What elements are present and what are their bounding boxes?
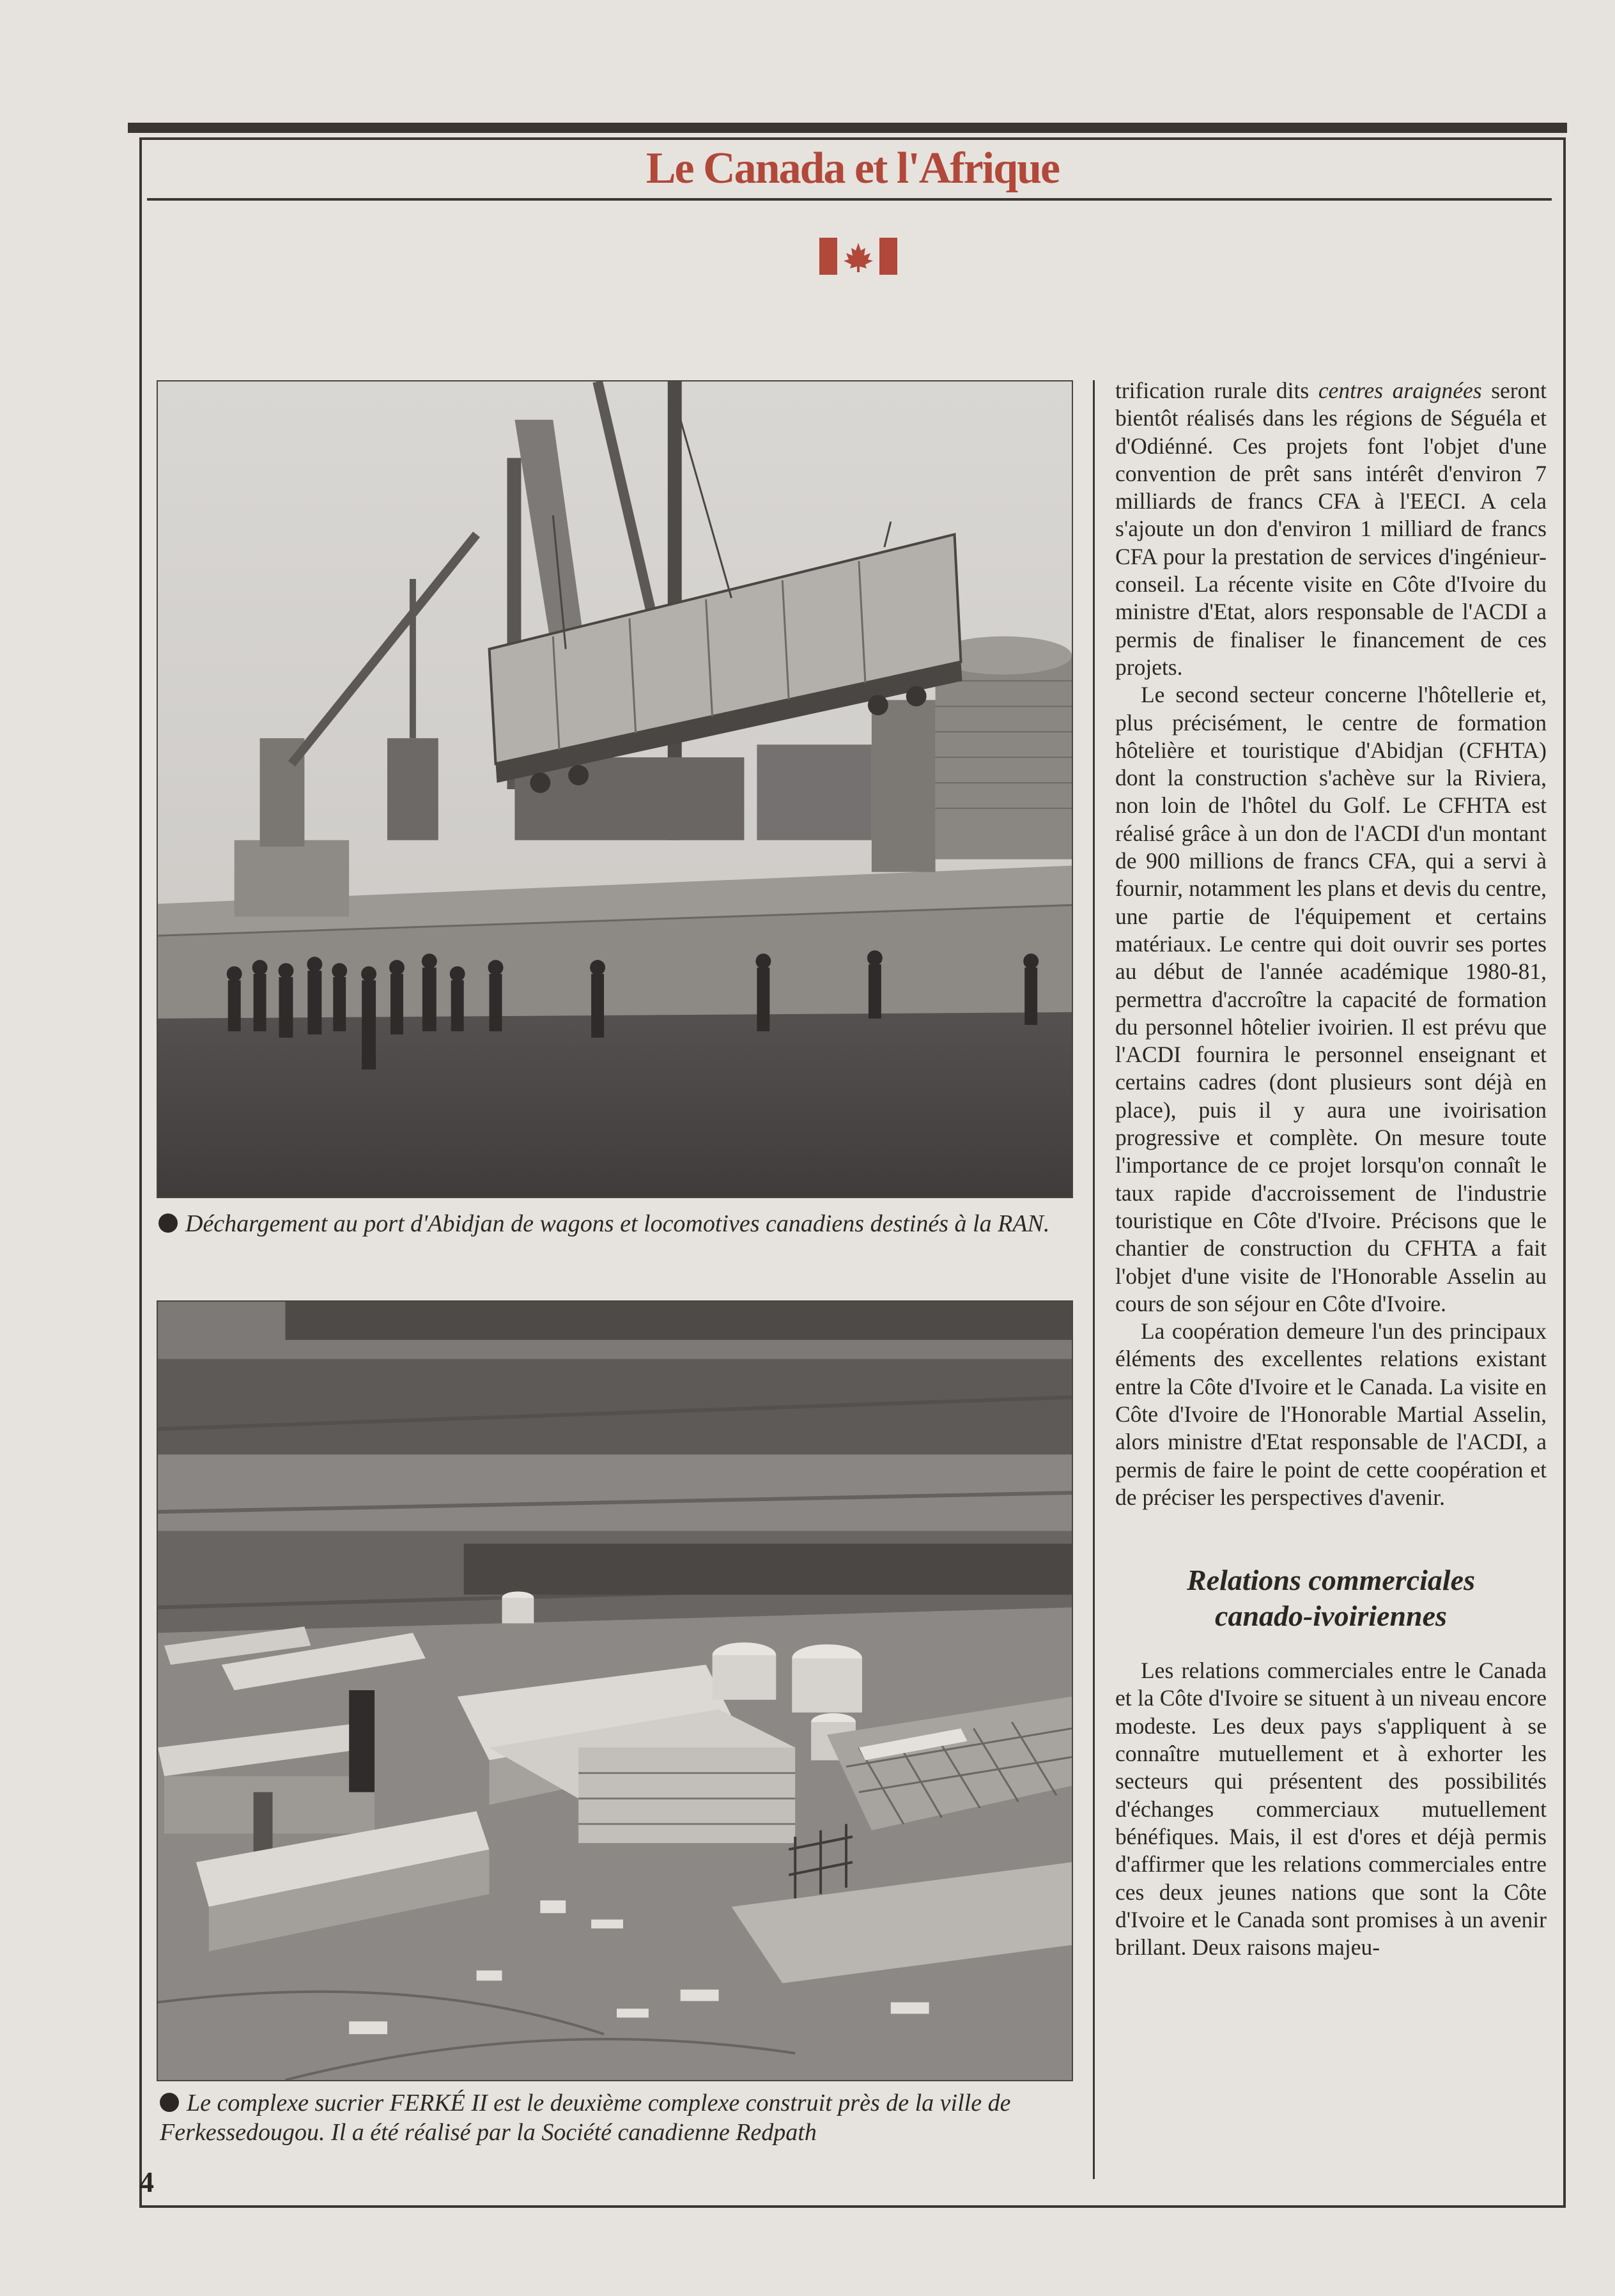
article-paragraph-2: Le second secteur concerne l'hôtellerie et, plus précisément, le centre de formation hôtelière et touristique d'Abidjan (CFHTA) dont la construction s'achève sur la Riviera, non loin de l'hôtel du Golf. Le CFHTA est réalisé grâce à un don de l'ACDI d'un montant de 900 millions de francs CFA, qui a servi à fournir, notamment les plans et devis du centre, une partie de l'équipement et certains matériaux. Le centre qui doit ouvrir ses portes au début de l'année académique 1980-81, permettra d'accroître la capacité de formation du personnel hôtelier ivoirien. Il est prévu que l'ACDI fournira le personnel enseignant et certains cadres (dont plusieurs sont déjà en place), puis il y aura une ivoirisation progressive et complète. On mesure toute l'importance de ce projet lorsqu'on connaît le taux rapide d'accroissement de l'industrie touristique en Côte d'Ivoire. Précisons que le chantier de construction du CFHTA a fait l'objet d'une visite de l'Honorable Asselin au cours de son séjour en Côte d'Ivoire. bbox=[1115, 682, 1547, 1316]
article-column bbox=[1115, 377, 1547, 1961]
section-heading-line-2: canado-ivoiriennes bbox=[1215, 1599, 1447, 1633]
article-paragraph-1-rest: seront bientôt réalisés dans les régions de Séguéla et d'Odiénné. Ces projets font l'objet d'une convention de prêt sans intérêt d'environ 7 milliards de francs CFA à l'EECI. A cela s'ajoute un don d'environ 1 milliard de francs CFA pour la prestation de services d'ingénieur-conseil. La récente visite en Côte d'Ivoire du ministre d'Etat, alors responsable de l'ACDI a permis de finaliser le financement de ces projets. bbox=[1115, 378, 1547, 680]
masthead-title: Le Canada et l'Afrique bbox=[645, 144, 1060, 193]
column-rule bbox=[1093, 380, 1095, 2179]
bullet-dot-icon bbox=[160, 2093, 179, 2112]
section-heading bbox=[1115, 1562, 1547, 1634]
bullet-dot-icon bbox=[158, 1213, 178, 1233]
masthead-rule bbox=[147, 198, 1552, 201]
photo-caption-port bbox=[158, 1209, 1072, 1238]
page-number: 4 bbox=[139, 2166, 154, 2198]
article-paragraph-1 bbox=[1115, 377, 1547, 681]
article-paragraph-4: Les relations commerciales entre le Canada et la Côte d'Ivoire se situent à un niveau encore modeste. Les deux pays s'appliquent à se connaître mutuellement et à exhorter les secteurs qui présentent des possibilités d'échanges commerciaux mutuellement bénéfiques. Mais, il est d'ores et déjà permis d'affirmer que les relations commerciales entre ces deux jeunes nations que sont la Côte d'Ivoire et le Canada sont promises à un avenir brillant. Deux raisons majeu- bbox=[1115, 1658, 1547, 1961]
caption-text-sugar: Le complexe sucrier FERKÉ II est le deuxième complexe construit près de la ville de Ferkessedougou. Il a été réalisé par la Société canadienne Redpath bbox=[160, 2090, 1011, 2146]
article-paragraph-3: La coopération demeure l'un des principaux éléments des excellentes relations existant entre la Côte d'Ivoire et le Canada. La visite en Côte d'Ivoire de l'Honorable Martial Asselin, alors ministre d'Etat responsable de l'ACDI, a permis de faire le point de cette coopération et de préciser les perspectives d'avenir. bbox=[1115, 1318, 1547, 1510]
top-rule bbox=[128, 123, 1567, 133]
caption-text-port: Déchargement au port d'Abidjan de wagons et locomotives canadiens destinés à la RAN. bbox=[185, 1210, 1050, 1237]
article-paragraph-1-italic: centres araignées bbox=[1318, 378, 1482, 403]
section-heading-line-1: Relations commerciales bbox=[1186, 1564, 1475, 1597]
canadian-flag-icon bbox=[819, 238, 897, 275]
photo-sugar-complex bbox=[157, 1300, 1073, 2081]
photo-caption-sugar bbox=[160, 2088, 1074, 2147]
article-paragraph-1-start: trification rurale dits bbox=[1115, 378, 1318, 403]
photo-port-unloading bbox=[157, 380, 1073, 1198]
